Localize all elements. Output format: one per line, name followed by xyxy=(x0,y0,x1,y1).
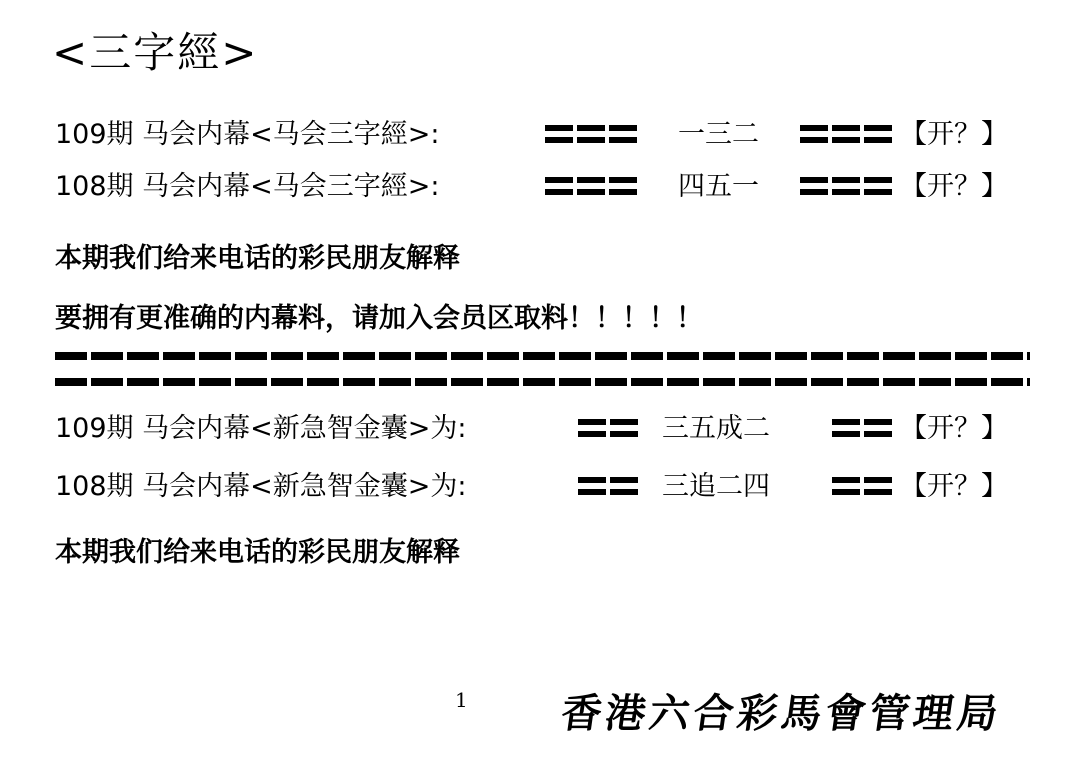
bar-marker-right xyxy=(800,125,892,143)
period-label: 108期 xyxy=(55,471,134,502)
member-promo: 要拥有更准确的内幕料，请加入会员区取料！！！！！ xyxy=(55,303,703,334)
bar-marker-right xyxy=(832,477,892,495)
entry-row xyxy=(55,470,466,504)
entry-content: 三追二四 xyxy=(662,471,770,502)
bar-marker-left xyxy=(578,477,638,495)
source-label: 马会内幕<马会三字經>: xyxy=(142,171,440,202)
entry-content: 三五成二 xyxy=(662,413,770,444)
entry-result: 【开？】 xyxy=(900,119,1008,150)
source-label: 马会内幕<新急智金囊>为: xyxy=(142,471,467,502)
page-number: 1 xyxy=(455,688,468,712)
entry-result: 【开？】 xyxy=(900,413,1008,444)
page-title: <三字經> xyxy=(52,28,259,77)
entry-content: 一三二 xyxy=(678,119,759,150)
entry-content: 四五一 xyxy=(678,171,759,202)
entry-row xyxy=(55,170,439,204)
entry-row xyxy=(55,118,439,152)
explanation-note: 本期我们给来电话的彩民朋友解释 xyxy=(55,537,460,568)
entry-row xyxy=(55,412,466,446)
period-label: 109期 xyxy=(55,119,134,150)
bar-marker-left xyxy=(545,125,637,143)
explanation-note: 本期我们给来电话的彩民朋友解释 xyxy=(55,243,460,274)
issuer-signature: 香港六合彩馬會管理局 xyxy=(558,690,1005,737)
section-separator xyxy=(55,352,1030,386)
bar-marker-right xyxy=(832,419,892,437)
period-label: 109期 xyxy=(55,413,134,444)
source-label: 马会内幕<新急智金囊>为: xyxy=(142,413,467,444)
period-label: 108期 xyxy=(55,171,134,202)
bar-marker-left xyxy=(545,177,637,195)
source-label: 马会内幕<马会三字經>: xyxy=(142,119,440,150)
entry-result: 【开？】 xyxy=(900,171,1008,202)
bar-marker-left xyxy=(578,419,638,437)
entry-result: 【开？】 xyxy=(900,471,1008,502)
bar-marker-right xyxy=(800,177,892,195)
